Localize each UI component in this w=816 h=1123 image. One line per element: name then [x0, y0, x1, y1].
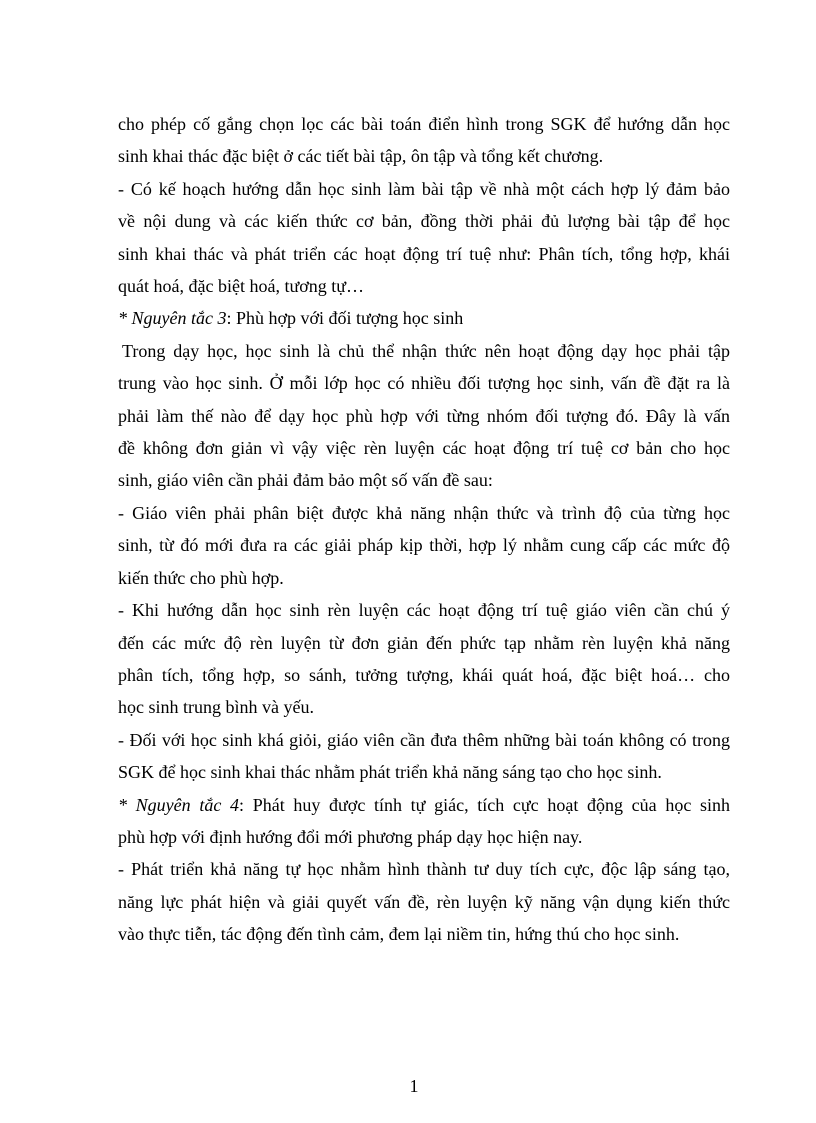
document-body [118, 108, 730, 951]
line-text: vào thực tiễn, tác động đến tình cảm, đem lại niềm tin, hứng thú cho học sinh. [118, 924, 680, 945]
line-text: đề không đơn giản vì vậy việc rèn luyện các hoạt động trí tuệ cơ bản cho học [118, 438, 730, 459]
line-text: phân tích, tổng hợp, so sánh, tưởng tượng, khái quát hoá, đặc biệt hoá… cho [118, 664, 730, 685]
text-line [118, 432, 730, 464]
line-text: : Phát huy được tính tự giác, tích cực hoạt động của học sinh [239, 794, 730, 815]
text-line [118, 173, 730, 205]
text-line [118, 108, 730, 140]
line-text: - Đối với học sinh khá giỏi, giáo viên cần đưa thêm những bài toán không có trong [118, 729, 730, 750]
line-text: quát hoá, đặc biệt hoá, tương tự… [118, 276, 364, 297]
line-text: phải làm thế nào để dạy học phù hợp với từng nhóm đối tượng đó. Đây là vấn [118, 405, 730, 426]
line-text: đến các mức độ rèn luyện từ đơn giản đến phức tạp nhằm rèn luyện khả năng [118, 632, 730, 653]
text-line [118, 918, 730, 950]
principle-label: * Nguyên tắc 3 [118, 308, 227, 329]
line-text: năng lực phát hiện và giải quyết vấn đề, rèn luyện kỹ năng vận dụng kiến thức [118, 891, 730, 912]
text-line [118, 789, 730, 821]
text-line [118, 853, 730, 885]
text-line [118, 205, 730, 237]
line-text: phù hợp với định hướng đổi mới phương pháp dạy học hiện nay. [118, 826, 583, 847]
line-text: - Khi hướng dẫn học sinh rèn luyện các hoạt động trí tuệ giáo viên cần chú ý [118, 600, 730, 621]
line-text: kiến thức cho phù hợp. [118, 567, 284, 588]
line-text: Trong dạy học, học sinh là chủ thể nhận thức nên hoạt động dạy học phải tập [122, 340, 730, 361]
text-line [118, 627, 730, 659]
text-line [118, 724, 730, 756]
text-line [118, 562, 730, 594]
line-text: - Giáo viên phải phân biệt được khả năng nhận thức và trình độ của từng học [118, 502, 730, 523]
text-line [118, 594, 730, 626]
text-line [118, 497, 730, 529]
line-text: - Phát triển khả năng tự học nhằm hình thành tư duy tích cực, độc lập sáng tạo, [118, 859, 730, 880]
text-line [118, 691, 730, 723]
line-text: sinh, từ đó mới đưa ra các giải pháp kịp thời, hợp lý nhằm cung cấp các mức độ [118, 535, 730, 556]
page-number: 1 [409, 1076, 419, 1096]
text-line [118, 302, 730, 334]
text-line [118, 140, 730, 172]
text-line [118, 400, 730, 432]
text-line [118, 756, 730, 788]
text-line [118, 886, 730, 918]
text-line [118, 659, 730, 691]
line-text: sinh khai thác đặc biệt ở các tiết bài tập, ôn tập và tổng kết chương. [118, 146, 604, 167]
text-line [118, 238, 730, 270]
line-text: sinh, giáo viên cần phải đảm bảo một số vấn đề sau: [118, 470, 493, 491]
principle-label: * Nguyên tắc 4 [118, 794, 240, 815]
line-text: cho phép cố gắng chọn lọc các bài toán điển hình trong SGK để hướng dẫn học [118, 114, 730, 134]
text-line [118, 464, 730, 496]
text-line [118, 335, 730, 367]
line-text: trung vào học sinh. Ở mỗi lớp học có nhiều đối tượng học sinh, vấn đề đặt ra là [118, 373, 730, 394]
line-text: về nội dung và các kiến thức cơ bản, đồng thời phải đủ lượng bài tập để học [118, 211, 730, 232]
text-line [118, 529, 730, 561]
text-line [118, 821, 730, 853]
line-text: - Có kế hoạch hướng dẫn học sinh làm bài tập về nhà một cách hợp lý đảm bảo [118, 178, 730, 199]
line-text: : Phù hợp với đối tượng học sinh [226, 308, 464, 329]
line-text: SGK để học sinh khai thác nhằm phát triển khả năng sáng tạo cho học sinh. [118, 762, 662, 783]
text-line [118, 270, 730, 302]
line-text: sinh khai thác và phát triển các hoạt động trí tuệ như: Phân tích, tổng hợp, khái [118, 243, 730, 264]
line-text: học sinh trung bình và yếu. [118, 697, 314, 718]
text-line [118, 367, 730, 399]
